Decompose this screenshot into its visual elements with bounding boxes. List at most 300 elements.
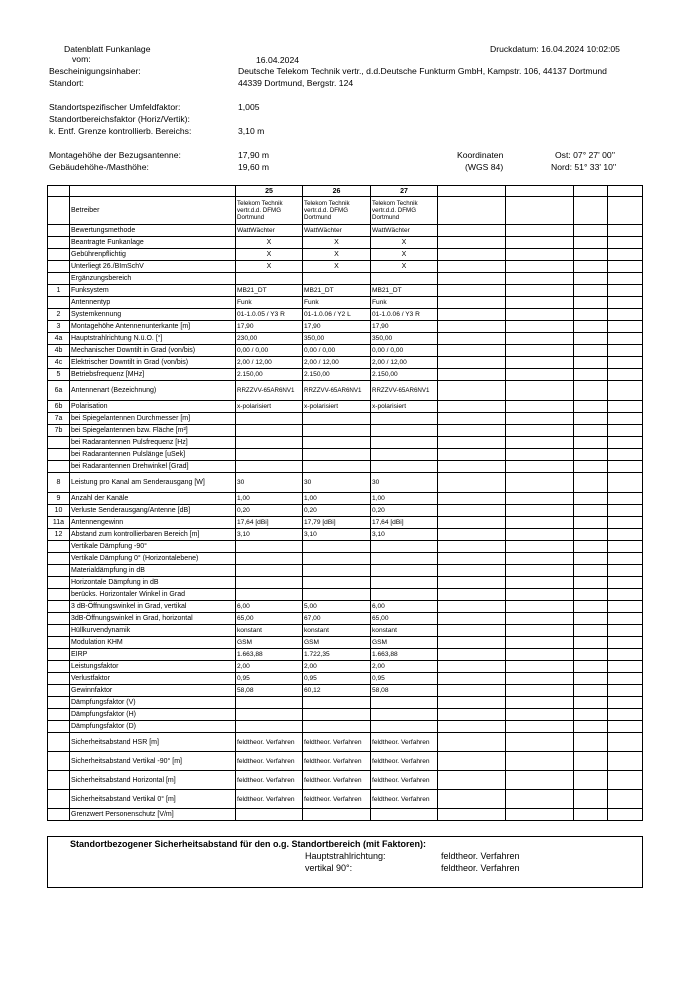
empty-cell bbox=[608, 225, 643, 237]
row-number bbox=[48, 237, 70, 249]
empty-cell bbox=[506, 437, 574, 449]
table-row bbox=[48, 517, 643, 529]
empty-cell bbox=[438, 225, 506, 237]
row-label: Verlustfaktor bbox=[70, 673, 236, 685]
row-number bbox=[48, 461, 70, 473]
row-label: 3dB-Öffnungswinkel in Grad, horizontal bbox=[70, 613, 236, 625]
empty-cell bbox=[506, 685, 574, 697]
value-cell: 0,95 bbox=[303, 673, 371, 685]
value-cell: konstant bbox=[236, 625, 303, 637]
empty-cell bbox=[506, 297, 574, 309]
empty-cell bbox=[506, 709, 574, 721]
value-cell bbox=[303, 721, 371, 733]
row-label: Vertikale Dämpfung 0° (Horizontalebene) bbox=[70, 553, 236, 565]
table-row bbox=[48, 285, 643, 297]
empty-cell bbox=[608, 721, 643, 733]
value-cell: MB21_DT bbox=[236, 285, 303, 297]
row-label: bei Radarantennen Pulslänge [uSek] bbox=[70, 449, 236, 461]
row-number: 8 bbox=[48, 473, 70, 493]
empty-cell bbox=[506, 601, 574, 613]
value-cell: Telekom Technik vertr.d.d. DFMG Dortmund bbox=[236, 197, 303, 225]
row-number: 4b bbox=[48, 345, 70, 357]
empty-cell bbox=[506, 345, 574, 357]
empty-cell bbox=[608, 505, 643, 517]
area-distance-label: k. Entf. Grenze kontrollierb. Bereichs: bbox=[49, 126, 192, 136]
empty-cell bbox=[574, 541, 608, 553]
value-cell: feldtheor. Verfahren bbox=[303, 752, 371, 771]
value-cell bbox=[371, 273, 438, 285]
column-header bbox=[438, 186, 506, 197]
value-cell: 60,12 bbox=[303, 685, 371, 697]
row-label: Leistungsfaktor bbox=[70, 661, 236, 673]
table-row bbox=[48, 449, 643, 461]
row-label: Horizontale Dämpfung in dB bbox=[70, 577, 236, 589]
value-cell: konstant bbox=[303, 625, 371, 637]
wgs-label: (WGS 84) bbox=[465, 162, 504, 172]
row-label: Antennentyp bbox=[70, 297, 236, 309]
value-cell bbox=[303, 553, 371, 565]
empty-cell bbox=[574, 333, 608, 345]
row-label: Beantragte Funkanlage bbox=[70, 237, 236, 249]
row-number bbox=[48, 541, 70, 553]
value-cell: X bbox=[236, 261, 303, 273]
empty-cell bbox=[438, 285, 506, 297]
value-cell bbox=[303, 709, 371, 721]
value-cell: WattWächter bbox=[371, 225, 438, 237]
row-number bbox=[48, 771, 70, 790]
value-cell: MB21_DT bbox=[303, 285, 371, 297]
row-number: 2 bbox=[48, 309, 70, 321]
empty-cell bbox=[608, 553, 643, 565]
value-cell: 17,79 [dBi] bbox=[303, 517, 371, 529]
row-number bbox=[48, 273, 70, 285]
value-cell: 01-1.0.06 / Y2 L bbox=[303, 309, 371, 321]
value-cell bbox=[371, 809, 438, 821]
table-row bbox=[48, 709, 643, 721]
value-cell: feldtheor. Verfahren bbox=[371, 771, 438, 790]
empty-cell bbox=[438, 425, 506, 437]
row-label: Anzahl der Kanäle bbox=[70, 493, 236, 505]
value-cell: X bbox=[236, 237, 303, 249]
value-cell: feldtheor. Verfahren bbox=[236, 733, 303, 752]
row-label: Antennenart (Bezeichnung) bbox=[70, 381, 236, 401]
empty-cell bbox=[608, 321, 643, 333]
table-row bbox=[48, 333, 643, 345]
print-date: Druckdatum: 16.04.2024 10:02:05 bbox=[490, 44, 620, 54]
value-cell: 2,00 bbox=[236, 661, 303, 673]
table-row bbox=[48, 357, 643, 369]
empty-cell bbox=[438, 541, 506, 553]
empty-cell bbox=[574, 425, 608, 437]
value-cell bbox=[303, 449, 371, 461]
table-row bbox=[48, 225, 643, 237]
value-cell bbox=[371, 577, 438, 589]
row-label: Sicherheitsabstand Vertikal 0° [m] bbox=[70, 790, 236, 809]
table-row bbox=[48, 752, 643, 771]
value-cell: Funk bbox=[303, 297, 371, 309]
empty-cell bbox=[506, 425, 574, 437]
table-row bbox=[48, 661, 643, 673]
value-cell: 67,00 bbox=[303, 613, 371, 625]
value-cell: X bbox=[371, 237, 438, 249]
row-number bbox=[48, 261, 70, 273]
empty-cell bbox=[506, 197, 574, 225]
empty-cell bbox=[608, 369, 643, 381]
empty-cell bbox=[438, 771, 506, 790]
table-row bbox=[48, 413, 643, 425]
empty-cell bbox=[574, 437, 608, 449]
value-cell: feldtheor. Verfahren bbox=[236, 790, 303, 809]
value-cell: 0,95 bbox=[236, 673, 303, 685]
empty-cell bbox=[574, 401, 608, 413]
building-height-label: Gebäudehöhe-/Masthöhe: bbox=[49, 162, 149, 172]
row-label: Dämpfungsfaktor (V) bbox=[70, 697, 236, 709]
empty-cell bbox=[608, 261, 643, 273]
empty-cell bbox=[438, 661, 506, 673]
row-number bbox=[48, 649, 70, 661]
row-label: bei Spiegelantennen Durchmesser [m] bbox=[70, 413, 236, 425]
empty-cell bbox=[506, 413, 574, 425]
row-label: 3 dB-Öffnungswinkel in Grad, vertikal bbox=[70, 601, 236, 613]
empty-cell bbox=[506, 321, 574, 333]
empty-cell bbox=[438, 673, 506, 685]
value-cell: 2,00 / 12,00 bbox=[303, 357, 371, 369]
table-row bbox=[48, 297, 643, 309]
value-cell bbox=[236, 461, 303, 473]
env-factor-label: Standortspezifischer Umfeldfaktor: bbox=[49, 102, 181, 112]
empty-cell bbox=[438, 589, 506, 601]
row-label: Sicherheitsabstand HSR [m] bbox=[70, 733, 236, 752]
empty-cell bbox=[506, 771, 574, 790]
header-label-cell bbox=[70, 186, 236, 197]
value-cell: 30 bbox=[303, 473, 371, 493]
empty-cell bbox=[608, 752, 643, 771]
site-value: 44339 Dortmund, Bergstr. 124 bbox=[238, 78, 354, 88]
row-label: Abstand zum kontrollierbaren Bereich [m] bbox=[70, 529, 236, 541]
value-cell bbox=[371, 413, 438, 425]
row-label: Polarisation bbox=[70, 401, 236, 413]
value-cell: X bbox=[371, 261, 438, 273]
empty-cell bbox=[608, 661, 643, 673]
empty-cell bbox=[608, 589, 643, 601]
row-number bbox=[48, 790, 70, 809]
empty-cell bbox=[438, 401, 506, 413]
empty-cell bbox=[438, 449, 506, 461]
empty-cell bbox=[574, 309, 608, 321]
area-distance-value: 3,10 m bbox=[238, 126, 265, 136]
empty-cell bbox=[574, 197, 608, 225]
empty-cell bbox=[506, 553, 574, 565]
value-cell: WattWächter bbox=[236, 225, 303, 237]
empty-cell bbox=[506, 261, 574, 273]
value-cell: feldtheor. Verfahren bbox=[371, 733, 438, 752]
value-cell bbox=[236, 449, 303, 461]
value-cell bbox=[371, 721, 438, 733]
table-row bbox=[48, 401, 643, 413]
empty-cell bbox=[574, 225, 608, 237]
empty-cell bbox=[574, 565, 608, 577]
empty-cell bbox=[438, 273, 506, 285]
value-cell: Telekom Technik vertr.d.d. DFMG Dortmund bbox=[303, 197, 371, 225]
row-number bbox=[48, 437, 70, 449]
empty-cell bbox=[574, 381, 608, 401]
empty-cell bbox=[608, 381, 643, 401]
table-row bbox=[48, 369, 643, 381]
row-label: Elektrischer Downtilt in Grad (von/bis) bbox=[70, 357, 236, 369]
empty-cell bbox=[574, 461, 608, 473]
row-number: 11a bbox=[48, 517, 70, 529]
empty-cell bbox=[506, 625, 574, 637]
value-cell bbox=[303, 273, 371, 285]
row-number: 10 bbox=[48, 505, 70, 517]
empty-cell bbox=[438, 321, 506, 333]
empty-cell bbox=[608, 273, 643, 285]
row-label: Ergänzungsbereich bbox=[70, 273, 236, 285]
empty-cell bbox=[608, 685, 643, 697]
row-number bbox=[48, 752, 70, 771]
value-cell: 230,00 bbox=[236, 333, 303, 345]
empty-cell bbox=[608, 637, 643, 649]
empty-cell bbox=[438, 461, 506, 473]
empty-cell bbox=[506, 637, 574, 649]
column-header bbox=[574, 186, 608, 197]
row-label: Dämpfungsfaktor (D) bbox=[70, 721, 236, 733]
empty-cell bbox=[608, 577, 643, 589]
row-number bbox=[48, 613, 70, 625]
empty-cell bbox=[506, 309, 574, 321]
empty-cell bbox=[574, 649, 608, 661]
value-cell: 01-1.0.06 / Y3 R bbox=[371, 309, 438, 321]
empty-cell bbox=[438, 809, 506, 821]
row-number bbox=[48, 297, 70, 309]
row-label: bei Radarantennen Drehwinkel [Grad] bbox=[70, 461, 236, 473]
row-number bbox=[48, 733, 70, 752]
table-row bbox=[48, 197, 643, 225]
empty-cell bbox=[506, 529, 574, 541]
empty-cell bbox=[574, 661, 608, 673]
empty-cell bbox=[574, 237, 608, 249]
value-cell: 1,00 bbox=[236, 493, 303, 505]
table-row bbox=[48, 771, 643, 790]
empty-cell bbox=[438, 733, 506, 752]
empty-cell bbox=[438, 529, 506, 541]
empty-cell bbox=[608, 197, 643, 225]
empty-cell bbox=[574, 321, 608, 333]
value-cell: 3,10 bbox=[303, 529, 371, 541]
value-cell: Funk bbox=[236, 297, 303, 309]
value-cell: 2,00 bbox=[303, 661, 371, 673]
empty-cell bbox=[506, 401, 574, 413]
row-label: Systemkennung bbox=[70, 309, 236, 321]
empty-cell bbox=[438, 413, 506, 425]
value-cell: 2.150,00 bbox=[303, 369, 371, 381]
empty-cell bbox=[608, 413, 643, 425]
empty-cell bbox=[574, 261, 608, 273]
row-label: berücks. Horizontaler Winkel in Grad bbox=[70, 589, 236, 601]
empty-cell bbox=[506, 461, 574, 473]
value-cell: MB21_DT bbox=[371, 285, 438, 297]
row-label: Materialdämpfung in dB bbox=[70, 565, 236, 577]
empty-cell bbox=[608, 345, 643, 357]
value-cell bbox=[371, 697, 438, 709]
value-cell: 17,64 [dBi] bbox=[236, 517, 303, 529]
empty-cell bbox=[574, 345, 608, 357]
empty-cell bbox=[438, 625, 506, 637]
empty-cell bbox=[438, 649, 506, 661]
empty-cell bbox=[438, 790, 506, 809]
table-row bbox=[48, 809, 643, 821]
value-cell: 0,20 bbox=[371, 505, 438, 517]
empty-cell bbox=[438, 685, 506, 697]
empty-cell bbox=[608, 297, 643, 309]
value-cell: 2.150,00 bbox=[371, 369, 438, 381]
value-cell: 1,00 bbox=[371, 493, 438, 505]
empty-cell bbox=[506, 225, 574, 237]
value-cell bbox=[371, 437, 438, 449]
table-row bbox=[48, 309, 643, 321]
value-cell bbox=[303, 461, 371, 473]
row-number bbox=[48, 449, 70, 461]
table-row bbox=[48, 733, 643, 752]
empty-cell bbox=[438, 309, 506, 321]
value-cell: 1,00 bbox=[303, 493, 371, 505]
empty-cell bbox=[506, 381, 574, 401]
empty-cell bbox=[506, 589, 574, 601]
empty-cell bbox=[574, 577, 608, 589]
value-cell bbox=[303, 425, 371, 437]
table-row bbox=[48, 565, 643, 577]
row-label: Unterliegt 26./BImSchV bbox=[70, 261, 236, 273]
row-label: Bewertungsmethode bbox=[70, 225, 236, 237]
row-number bbox=[48, 589, 70, 601]
table-row bbox=[48, 673, 643, 685]
row-label: Dämpfungsfaktor (H) bbox=[70, 709, 236, 721]
value-cell bbox=[236, 709, 303, 721]
empty-cell bbox=[608, 625, 643, 637]
empty-cell bbox=[506, 673, 574, 685]
empty-cell bbox=[506, 541, 574, 553]
empty-cell bbox=[608, 237, 643, 249]
empty-cell bbox=[608, 649, 643, 661]
value-cell bbox=[303, 809, 371, 821]
empty-cell bbox=[438, 637, 506, 649]
empty-cell bbox=[438, 721, 506, 733]
row-label: Grenzwert Personenschutz [V/m] bbox=[70, 809, 236, 821]
value-cell: RRZZVV-65AR6NV1 bbox=[303, 381, 371, 401]
empty-cell bbox=[574, 517, 608, 529]
value-cell: GSM bbox=[371, 637, 438, 649]
value-cell bbox=[371, 709, 438, 721]
value-cell: 6,00 bbox=[236, 601, 303, 613]
empty-cell bbox=[506, 273, 574, 285]
row-number bbox=[48, 553, 70, 565]
table-row bbox=[48, 637, 643, 649]
row-label: Antennengewinn bbox=[70, 517, 236, 529]
value-cell: 350,00 bbox=[303, 333, 371, 345]
value-cell bbox=[236, 541, 303, 553]
value-cell bbox=[303, 697, 371, 709]
empty-cell bbox=[438, 565, 506, 577]
row-label: Sicherheitsabstand Horizontal [m] bbox=[70, 771, 236, 790]
empty-cell bbox=[574, 790, 608, 809]
empty-cell bbox=[438, 249, 506, 261]
row-number bbox=[48, 685, 70, 697]
value-cell: X bbox=[303, 237, 371, 249]
empty-cell bbox=[506, 752, 574, 771]
north-coordinate: Nord: 51° 33' 10'' bbox=[551, 162, 617, 172]
column-header: 25 bbox=[236, 186, 303, 197]
value-cell: 01-1.0.05 / Y3 R bbox=[236, 309, 303, 321]
value-cell: 0,00 / 0,00 bbox=[236, 345, 303, 357]
value-cell: Telekom Technik vertr.d.d. DFMG Dortmund bbox=[371, 197, 438, 225]
empty-cell bbox=[574, 733, 608, 752]
value-cell bbox=[236, 589, 303, 601]
table-row bbox=[48, 613, 643, 625]
value-cell bbox=[236, 809, 303, 821]
column-header: 26 bbox=[303, 186, 371, 197]
value-cell: feldtheor. Verfahren bbox=[303, 733, 371, 752]
value-cell: feldtheor. Verfahren bbox=[236, 752, 303, 771]
row-label: Gewinnfaktor bbox=[70, 685, 236, 697]
row-label: Vertikale Dämpfung -90° bbox=[70, 541, 236, 553]
header-num-cell bbox=[48, 186, 70, 197]
empty-cell bbox=[574, 721, 608, 733]
holder-value: Deutsche Telekom Technik vertr., d.d.Deutsche Funkturm GmbH, Kampstr. 106, 44137 Dortmund bbox=[238, 66, 607, 76]
row-number: 3 bbox=[48, 321, 70, 333]
column-header bbox=[506, 186, 574, 197]
empty-cell bbox=[608, 309, 643, 321]
empty-cell bbox=[574, 249, 608, 261]
empty-cell bbox=[608, 401, 643, 413]
empty-cell bbox=[574, 529, 608, 541]
row-label: Betreiber bbox=[70, 197, 236, 225]
empty-cell bbox=[506, 369, 574, 381]
empty-cell bbox=[506, 661, 574, 673]
value-cell bbox=[236, 553, 303, 565]
table-row bbox=[48, 473, 643, 493]
table-row bbox=[48, 553, 643, 565]
row-number bbox=[48, 197, 70, 225]
value-cell bbox=[371, 589, 438, 601]
column-header-row bbox=[48, 186, 643, 197]
empty-cell bbox=[608, 357, 643, 369]
value-cell: feldtheor. Verfahren bbox=[371, 752, 438, 771]
row-label: Funksystem bbox=[70, 285, 236, 297]
empty-cell bbox=[438, 553, 506, 565]
empty-cell bbox=[574, 697, 608, 709]
row-label: EIRP bbox=[70, 649, 236, 661]
value-cell: 17,90 bbox=[303, 321, 371, 333]
value-cell bbox=[236, 565, 303, 577]
mount-height-label: Montagehöhe der Bezugsantenne: bbox=[49, 150, 181, 160]
value-cell bbox=[371, 461, 438, 473]
table-row bbox=[48, 625, 643, 637]
table-row bbox=[48, 249, 643, 261]
empty-cell bbox=[438, 613, 506, 625]
row-number: 6a bbox=[48, 381, 70, 401]
table-row bbox=[48, 273, 643, 285]
row-number: 9 bbox=[48, 493, 70, 505]
table-row bbox=[48, 237, 643, 249]
row-number bbox=[48, 625, 70, 637]
value-cell: 1.663,88 bbox=[371, 649, 438, 661]
empty-cell bbox=[438, 697, 506, 709]
empty-cell bbox=[506, 237, 574, 249]
holder-label: Bescheinigungsinhaber: bbox=[49, 66, 141, 76]
value-cell: feldtheor. Verfahren bbox=[303, 771, 371, 790]
table-row bbox=[48, 505, 643, 517]
empty-cell bbox=[438, 381, 506, 401]
